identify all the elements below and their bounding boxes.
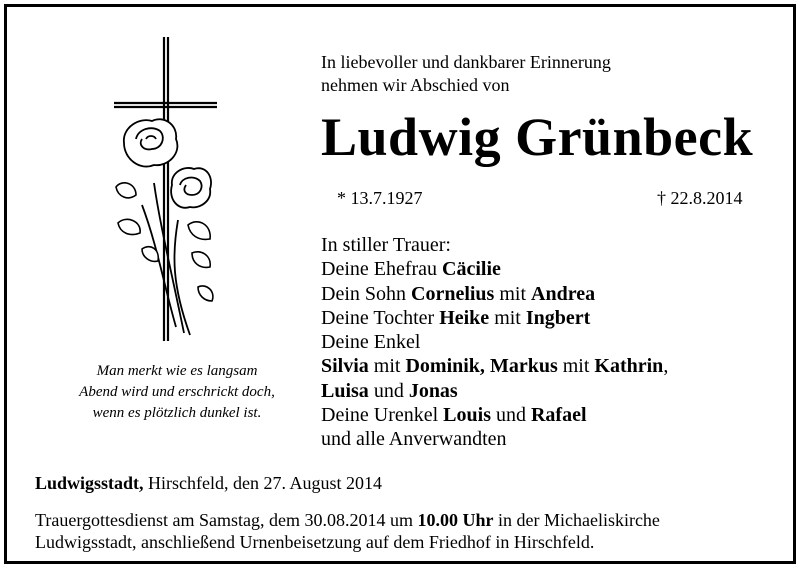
joiner-text: und [368, 379, 409, 402]
birth-date: * 13.7.1927 [337, 188, 423, 208]
poem-line: Abend wird und erschrickt doch, [79, 384, 275, 400]
relation-label: Deine Tochter [321, 306, 440, 329]
poem-line: wenn es plötzlich dunkel ist. [92, 405, 262, 421]
joiner-text: , [663, 355, 669, 378]
obituary-frame [4, 4, 796, 564]
mourner-name: Heike [439, 306, 490, 329]
cross-with-roses-icon [102, 35, 232, 345]
mourner-line-son [321, 282, 668, 306]
poem-line: Man merkt wie es langsam [96, 363, 258, 379]
mourner-name: Markus [489, 355, 558, 378]
place-date-line [35, 473, 382, 494]
relation-label: Deine Ehefrau [321, 258, 443, 281]
grandchildren-heading: Deine Enkel [321, 331, 421, 354]
intro-line-1: In liebevoller und dankbarer Erinnerung [321, 52, 611, 72]
death-date: † 22.8.2014 [657, 188, 743, 208]
joiner-text: mit [489, 306, 526, 329]
mourner-line-great-grandchildren [321, 403, 668, 427]
service-text: in der Michaeliskirche [493, 510, 660, 530]
grandchildren-line-1 [321, 354, 668, 378]
mourner-name: Louis [443, 404, 491, 427]
mourner-name: Kathrin [594, 355, 664, 378]
mourner-name: Rafael [530, 404, 587, 427]
service-info [35, 509, 660, 553]
mourners-list [321, 233, 668, 452]
joiner-text: und [490, 404, 531, 427]
place-date-text: Hirschfeld, den 27. August 2014 [143, 473, 383, 493]
joiner-text: mit [557, 355, 595, 378]
mourner-name: Ingbert [525, 306, 591, 329]
mourners-closing: und alle Anverwandten [321, 428, 507, 451]
mourner-name: Cäcilie [442, 258, 501, 281]
intro-line-2: nehmen wir Abschied von [321, 75, 510, 95]
service-line-1 [35, 509, 660, 531]
relation-label: Dein Sohn [321, 282, 411, 305]
mourner-name: Dominik, [405, 355, 485, 378]
intro-text [321, 51, 611, 97]
relation-label: Deine Urenkel [321, 404, 444, 427]
service-line-2: Ludwigsstadt, anschließend Urnenbeisetzung auf dem Friedhof in Hirschfeld. [35, 532, 595, 552]
town-name: Ludwigsstadt, [35, 473, 144, 493]
mourner-line-daughter [321, 306, 668, 330]
memorial-poem [27, 361, 327, 424]
mourner-name: Luisa [321, 379, 369, 402]
joiner-text: mit [368, 355, 406, 378]
mourner-name: Silvia [321, 355, 369, 378]
grandchildren-line-2 [321, 379, 668, 403]
deceased-name: Ludwig Grünbeck [321, 107, 754, 167]
mourner-name: Jonas [408, 379, 458, 402]
service-text: Trauergottesdienst am Samstag, dem 30.08.2014 um [35, 510, 418, 530]
mourner-name: Andrea [531, 282, 596, 305]
mourner-name: Cornelius [411, 282, 495, 305]
mourner-line-wife [321, 257, 668, 281]
joiner-text: mit [494, 282, 532, 305]
mourners-heading: In stiller Trauer: [321, 234, 451, 256]
service-time: 10.00 Uhr [417, 510, 494, 530]
